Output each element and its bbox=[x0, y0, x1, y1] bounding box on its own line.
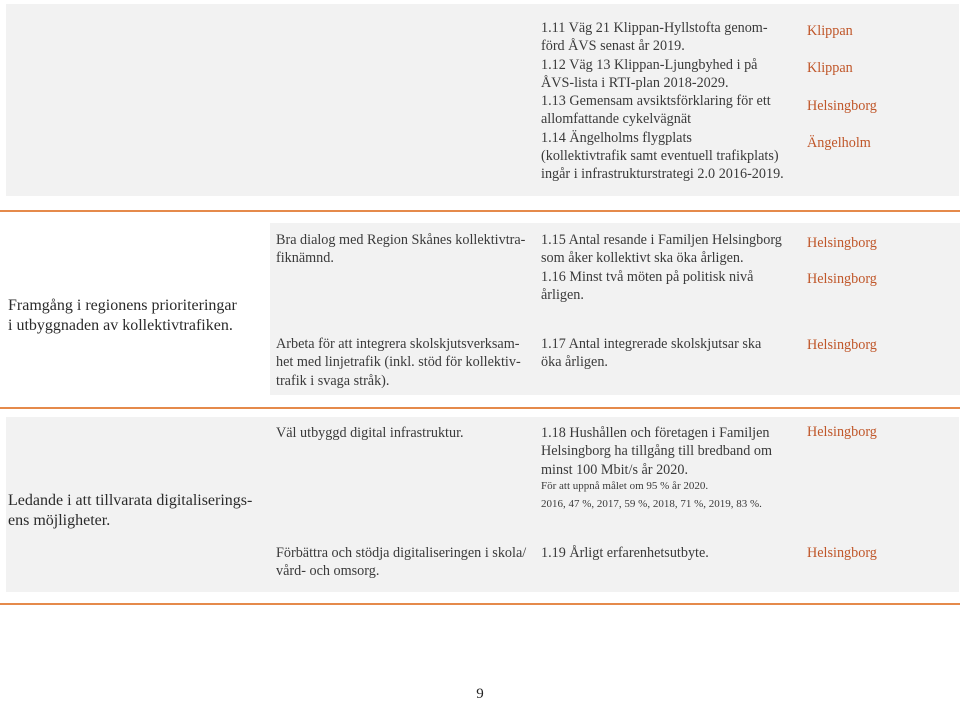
note-line: 2016, 47 %, 2017, 59 %, 2018, 71 %, 2019, 83 %. bbox=[541, 498, 762, 510]
indicator-line: 1.14 Ängelholms flygplats bbox=[541, 129, 692, 146]
goal-digitalisation bbox=[8, 491, 252, 531]
indicators-1-19 bbox=[541, 544, 709, 562]
place-helsingborg: Helsingborg bbox=[807, 271, 877, 287]
divider-bottom bbox=[0, 603, 960, 605]
place-angelholm: Ängelholm bbox=[807, 135, 871, 151]
place-klippan-2: Klippan bbox=[807, 60, 853, 76]
goal-line: i utbyggnaden av kollektivtrafiken. bbox=[8, 317, 233, 334]
activity-line: Arbeta för att integrera skolskjutsverksam- bbox=[276, 336, 520, 352]
goal-line: ens möjligheter. bbox=[8, 512, 111, 529]
indicator-line: 1.13 Gemensam avsiktsförklaring för ett bbox=[541, 93, 771, 110]
indicator-line: Helsingborg ha tillgång till bredband om bbox=[541, 443, 773, 460]
activity-line: trafik i svaga stråk). bbox=[276, 372, 390, 389]
place-helsingborg: Helsingborg bbox=[807, 424, 877, 440]
indicator-line: (kollektivtrafik samt eventuell trafikplats) bbox=[541, 148, 779, 165]
indicator-line: som åker kollektivt ska öka årligen. bbox=[541, 250, 744, 267]
activity-dialog bbox=[276, 231, 525, 268]
activity-line: Väl utbyggd digital infrastruktur. bbox=[276, 425, 464, 441]
indicator-1-18-notes bbox=[541, 478, 762, 512]
indicator-line: 1.17 Antal integrerade skolskjutsar ska bbox=[541, 336, 762, 352]
activity-line: Förbättra och stödja digitaliseringen i skola/ bbox=[276, 545, 527, 561]
indicator-line: öka årligen. bbox=[541, 354, 608, 371]
indicator-line: 1.12 Väg 13 Klippan-Ljungbyhed i på bbox=[541, 56, 758, 73]
goal-regional-priorities bbox=[8, 296, 237, 336]
goal-line: Framgång i regionens prioriteringar bbox=[8, 297, 237, 314]
divider-top bbox=[0, 210, 960, 212]
activity-line: Bra dialog med Region Skånes kollektivtra- bbox=[276, 232, 526, 248]
indicator-line: 1.15 Antal resande i Familjen Helsingborg bbox=[541, 232, 782, 248]
note-line: För att uppnå målet om 95 % år 2020. bbox=[541, 480, 709, 492]
indicators-1-17 bbox=[541, 335, 761, 372]
place-helsingborg: Helsingborg bbox=[807, 337, 877, 353]
indicator-line: ingår i infrastrukturstrategi 2.0 2016-2019. bbox=[541, 166, 784, 183]
place-helsingborg: Helsingborg bbox=[807, 235, 877, 251]
indicator-line: 1.16 Minst två möten på politisk nivå bbox=[541, 268, 754, 285]
indicator-line: 1.18 Hushållen och företagen i Familjen bbox=[541, 425, 770, 441]
place-helsingborg: Helsingborg bbox=[807, 545, 877, 561]
place-klippan-1: Klippan bbox=[807, 23, 853, 39]
indicators-1-15-1-16 bbox=[541, 231, 782, 304]
indicator-line: 1.19 Årligt erfarenhetsutbyte. bbox=[541, 545, 709, 561]
indicator-line: ÅVS-lista i RTI-plan 2018-2029. bbox=[541, 74, 729, 91]
activity-digitalisation-school-care bbox=[276, 544, 526, 581]
activity-digital-infrastructure bbox=[276, 424, 464, 442]
indicator-line: årligen. bbox=[541, 286, 584, 303]
activity-school-transport bbox=[276, 335, 521, 390]
indicator-line: 1.11 Väg 21 Klippan-Hyllstofta genom- bbox=[541, 20, 768, 36]
indicators-top bbox=[541, 19, 784, 184]
place-helsingborg: Helsingborg bbox=[807, 98, 877, 114]
indicators-1-18 bbox=[541, 424, 772, 479]
page-number: 9 bbox=[476, 686, 484, 702]
divider-middle bbox=[0, 407, 960, 409]
activity-line: het med linjetrafik (inkl. stöd för kollektiv- bbox=[276, 354, 521, 371]
indicator-line: förd ÅVS senast år 2019. bbox=[541, 38, 685, 55]
indicator-line: allomfattande cykelvägnät bbox=[541, 111, 692, 128]
activity-line: fiknämnd. bbox=[276, 250, 334, 267]
indicator-line: minst 100 Mbit/s år 2020. bbox=[541, 461, 689, 478]
goal-line: Ledande i att tillvarata digitaliserings- bbox=[8, 492, 253, 509]
activity-line: vård- och omsorg. bbox=[276, 563, 380, 580]
